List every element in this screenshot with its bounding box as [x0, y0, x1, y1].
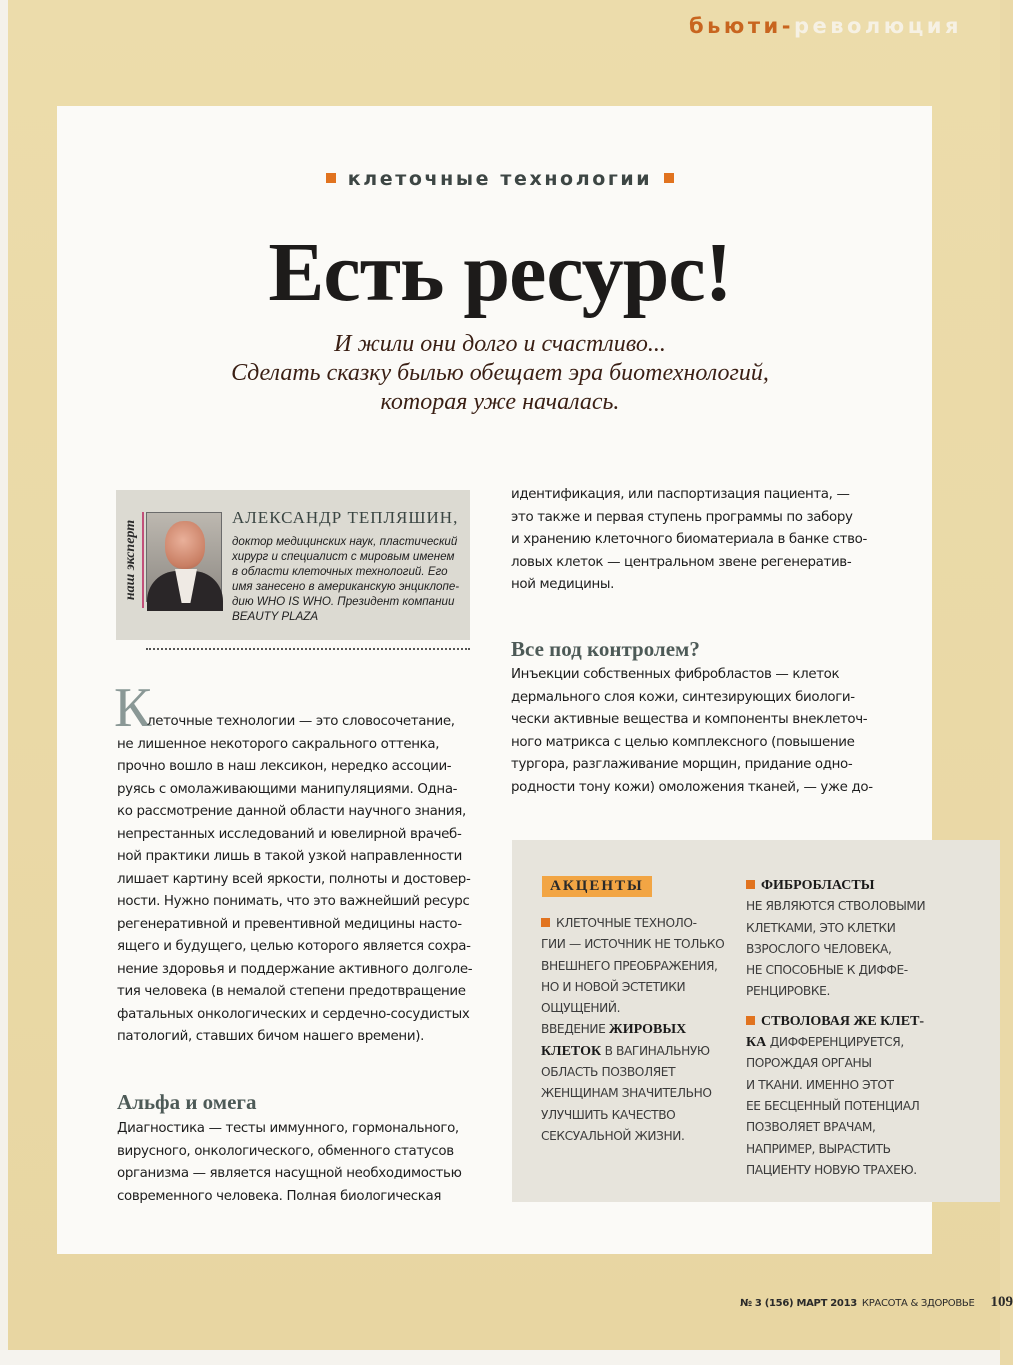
accent-line: НО И НОВОЙ ЭСТЕТИКИ [541, 979, 686, 994]
accent-line: КЛЕТКАМИ, ЭТО КЛЕТКИ [746, 920, 896, 935]
accent-bold: КЛЕТОК [541, 1043, 602, 1059]
text-line: фатальных онкологических и сердечно-сосудистых [117, 1006, 470, 1022]
accent-line-text: ДИФФЕРЕНЦИРУЕТСЯ, [766, 1035, 904, 1050]
accent-bold: ФИБРОБЛАСТЫ [761, 878, 875, 893]
text-line: не лишенное некоторого сакрального оттенка, [117, 736, 440, 752]
subheading-alpha-omega: Альфа и омега [117, 1090, 257, 1114]
alpha-paragraph [117, 1118, 462, 1208]
identification-paragraph [511, 484, 867, 597]
text-line: прочно вошло в наш лексикон, нередко ассоции- [117, 759, 452, 774]
scan-edge-bottom [0, 1350, 1000, 1365]
accent-line [541, 913, 724, 934]
text-line: ной практики лишь в такой узкой направленности [117, 849, 462, 864]
accent-bold: ЖИРОВЫХ [608, 1022, 687, 1038]
section-tag [689, 14, 962, 38]
text-line: леточные технологии — это словосочетание, [147, 714, 455, 729]
accent-line: СЕКСУАЛЬНОЙ ЖИЗНИ. [541, 1128, 685, 1143]
accent-line: ЕЕ БЕСЦЕННЫЙ ПОТЕНЦИАЛ [746, 1098, 920, 1113]
accent-line: УЛУЧШИТЬ КАЧЕСТВО [541, 1107, 676, 1122]
text-line: организма — является насущной необходимостью [117, 1166, 462, 1181]
text-line: чески активные вещества и компоненты внеклеточ- [511, 712, 868, 727]
accent-line: ПОРОЖДАЯ ОРГАНЫ [746, 1056, 872, 1071]
article-title: Есть ресурс! [268, 226, 732, 319]
rubric-text: клеточные технологии [347, 168, 653, 190]
text-line: нение здоровья и поддержание активного долголе- [117, 961, 473, 977]
section-tag-part1: бьюти- [688, 14, 794, 38]
text-line: ящего и будущего, целью которого является сохра- [117, 939, 471, 954]
square-bullet-icon [541, 918, 550, 927]
expert-bio [232, 534, 462, 624]
text-line: идентификация, или паспортизация пациента, — [511, 487, 850, 502]
accent-line: И ТКАНИ. ИМЕННО ЭТОТ [746, 1077, 894, 1092]
text-line: регенеративной и превентивной медицины насто- [117, 916, 462, 932]
text-line: это также и первая ступень программы по забору [511, 509, 853, 525]
accent-bold: КА [746, 1035, 767, 1051]
lead-line: И жили они долго и счастливо... [334, 331, 666, 357]
text-line: дермального слоя кожи, синтезирующих биологи- [511, 689, 855, 705]
text-line: тия человека (в немалой степени предотвращение [117, 984, 466, 999]
accent-line-text: ВВЕДЕНИЕ [541, 1022, 609, 1037]
drop-cap: К [114, 677, 152, 739]
accent-line-text: В ВАГИНАЛЬНУЮ [601, 1043, 710, 1058]
control-paragraph [511, 664, 873, 799]
accent-bold: СТВОЛОВАЯ ЖЕ КЛЕТ- [761, 1013, 925, 1029]
lead-line: которая уже началась. [380, 389, 620, 415]
square-bullet-icon [664, 173, 674, 183]
intro-paragraph [117, 711, 477, 1049]
accents-right-column [746, 875, 925, 1181]
page-number: 109 [990, 1294, 1013, 1310]
text-line: вирусного, онкологического, обменного статусов [117, 1143, 454, 1159]
text-line: лишает картину всей яркости, полноты и достовер- [117, 871, 471, 887]
expert-label [118, 512, 144, 608]
accents-left-column [541, 913, 724, 1147]
text-line: ности. Нужно понимать, что это важнейший ресурс [117, 894, 470, 909]
article-lead [0, 330, 1000, 417]
accent-line: ЖЕНЩИНАМ ЗНАЧИТЕЛЬНО [541, 1086, 712, 1101]
subheading-control: Все под контролем? [511, 637, 700, 661]
bio-line: BEAUTY PLAZA [232, 610, 319, 623]
accent-line: НЕ ЯВЛЯЮТСЯ СТВОЛОВЫМИ [746, 899, 926, 914]
bio-line: имя занесено в американскую энциклопе- [232, 580, 460, 593]
section-tag-part2: революция [793, 14, 962, 38]
text-line: патологий, ставших бичом нашего времени). [117, 1029, 424, 1044]
accent-line: НЕ СПОСОБНЫЕ К ДИФФЕ- [746, 963, 908, 978]
lead-line: Сделать сказку былью обещает эра биотехнологий, [231, 360, 769, 386]
accent-line: ВНЕШНЕГО ПРЕОБРАЖЕНИЯ, [541, 958, 718, 973]
magazine-name: КРАСОТА & ЗДОРОВЬЕ [861, 1298, 975, 1309]
text-line: ного матрикса с целью комплексного (повышение [511, 734, 855, 750]
accent-line: РЕНЦИРОВКЕ. [746, 984, 830, 999]
accent-line [746, 1032, 925, 1053]
accents-tag: АКЦЕНТЫ [542, 876, 652, 897]
spacer [746, 1003, 925, 1011]
text-line: и хранению клеточного биоматериала в банке ство- [511, 532, 867, 547]
text-line: родности тону кожи) омоложения тканей, — уже до- [511, 779, 873, 795]
accent-line: ОЩУЩЕНИЙ. [541, 1001, 621, 1016]
bio-line: доктор медицинских наук, пластический [232, 535, 458, 548]
accent-line [746, 1011, 925, 1032]
bio-line: хирург и специалист с мировым именем [232, 550, 455, 563]
photo-head [165, 521, 205, 569]
accent-line [541, 1019, 724, 1040]
square-bullet-icon [746, 1016, 755, 1025]
text-line: современного человека. Полная биологическая [117, 1188, 442, 1204]
accent-line: ПАЦИЕНТУ НОВУЮ ТРАХЕЮ. [746, 1162, 917, 1177]
text-line: Диагностика — тесты иммунного, гормонального, [117, 1121, 459, 1136]
accent-line-text: КЛЕТОЧНЫЕ ТЕХНОЛО- [556, 916, 697, 930]
accent-line: ОБЛАСТЬ ПОЗВОЛЯЕТ [541, 1065, 676, 1080]
issue-info: № 3 (156) МАРТ 2013 [740, 1298, 857, 1309]
accent-line: ГИИ — ИСТОЧНИК НЕ ТОЛЬКО [541, 937, 725, 952]
expert-divider [142, 512, 144, 608]
text-line: непрестанных исследований и ювелирной врачеб- [117, 826, 462, 842]
dotted-divider [146, 648, 470, 650]
page-footer [740, 1294, 1013, 1311]
bio-line: в области клеточных технологий. Его [232, 565, 448, 578]
scan-edge-left [0, 0, 8, 1365]
accent-line [746, 875, 925, 896]
accent-line: ВЗРОСЛОГО ЧЕЛОВЕКА, [746, 941, 892, 956]
square-bullet-icon [326, 173, 336, 183]
bio-line: дию WHO IS WHO. Президент компании [232, 595, 455, 608]
article-rubric [0, 168, 1000, 190]
text-line: тургора, разглаживание морщин, придание одно- [511, 757, 853, 772]
accent-line: ПОЗВОЛЯЕТ ВРАЧАМ, [746, 1120, 876, 1135]
text-line: руясь с омолаживающими манипуляциями. Одна- [117, 781, 458, 797]
text-line: ко рассмотрение данной области научного знания, [117, 804, 466, 819]
accent-line: НАПРИМЕР, ВЫРАСТИТЬ [746, 1141, 891, 1156]
expert-label-text: наш эксперт [123, 519, 138, 601]
square-bullet-icon [746, 880, 755, 889]
text-line: ловых клеток — центральном звене регенератив- [511, 554, 852, 570]
text-line: ной медицины. [511, 577, 615, 592]
text-line: Инъекции собственных фибробластов — клеток [511, 667, 840, 682]
expert-name: АЛЕКСАНДР ТЕПЛЯШИН, [232, 508, 459, 527]
expert-photo [146, 512, 222, 602]
accent-line [541, 1041, 724, 1062]
